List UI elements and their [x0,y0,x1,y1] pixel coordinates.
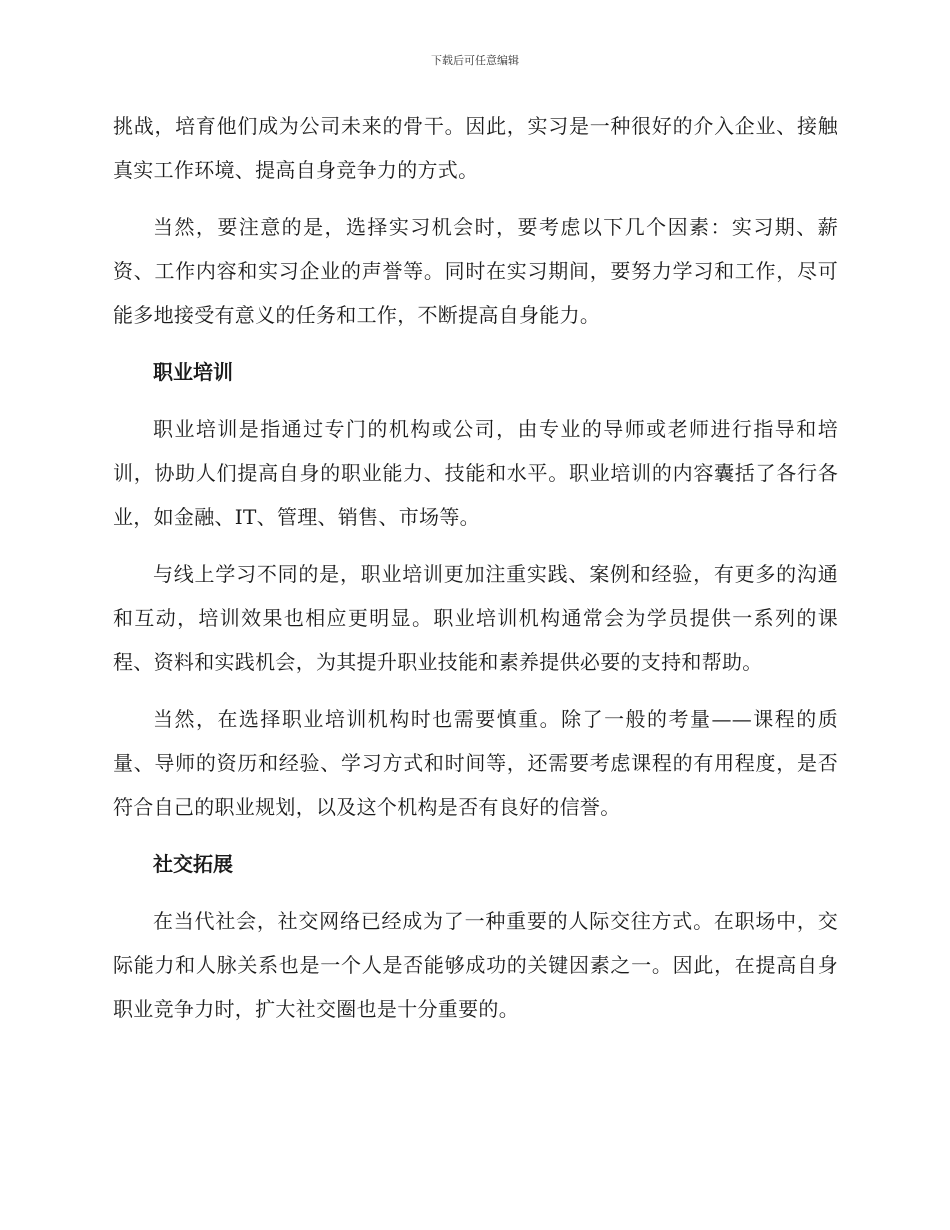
paragraph-vocational-training-selection: 当然，在选择职业培训机构时也需要慎重。除了一般的考量——课程的质量、导师的资历和经验、学习方式和时间等，还需要考虑课程的有用程度，是否符合自己的职业规划，以及这个机构是否有良好的信誉。 [113,707,838,819]
section-heading-vocational-training: 职业培训 [153,360,233,384]
paragraph-vocational-training-definition: 职业培训是指通过专门的机构或公司，由专业的导师或老师进行指导和培训，协助人们提高自身的职业能力、技能和水平。职业培训的内容囊括了各行各业，如金融、IT、管理、销售、市场等。 [113,417,838,529]
document-body [113,104,838,1044]
paragraph-internship-conclusion: 挑战，培育他们成为公司未来的骨干。因此，实习是一种很好的介入企业、接触真实工作环境、提高自身竞争力的方式。 [113,114,838,182]
page-header: 下载后可任意编辑 [431,54,519,67]
paragraph-social-expansion: 在当代社会，社交网络已经成为了一种重要的人际交往方式。在职场中，交际能力和人脉关系也是一个人是否能够成功的关键因素之一。因此，在提高自身职业竞争力时，扩大社交圈也是十分重要的。 [113,909,838,1021]
paragraph-vocational-training-comparison: 与线上学习不同的是，职业培训更加注重实践、案例和经验，有更多的沟通和互动，培训效果也相应更明显。职业培训机构通常会为学员提供一系列的课程、资料和实践机会，为其提升职业技能和素养提供必要的支持和帮助。 [113,562,838,674]
paragraph-internship-considerations: 当然，要注意的是，选择实习机会时，要考虑以下几个因素：实习期、薪资、工作内容和实习企业的声誉等。同时在实习期间，要努力学习和工作，尽可能多地接受有意义的任务和工作，不断提高自身能力。 [113,215,838,327]
section-heading-social-expansion: 社交拓展 [153,852,233,876]
